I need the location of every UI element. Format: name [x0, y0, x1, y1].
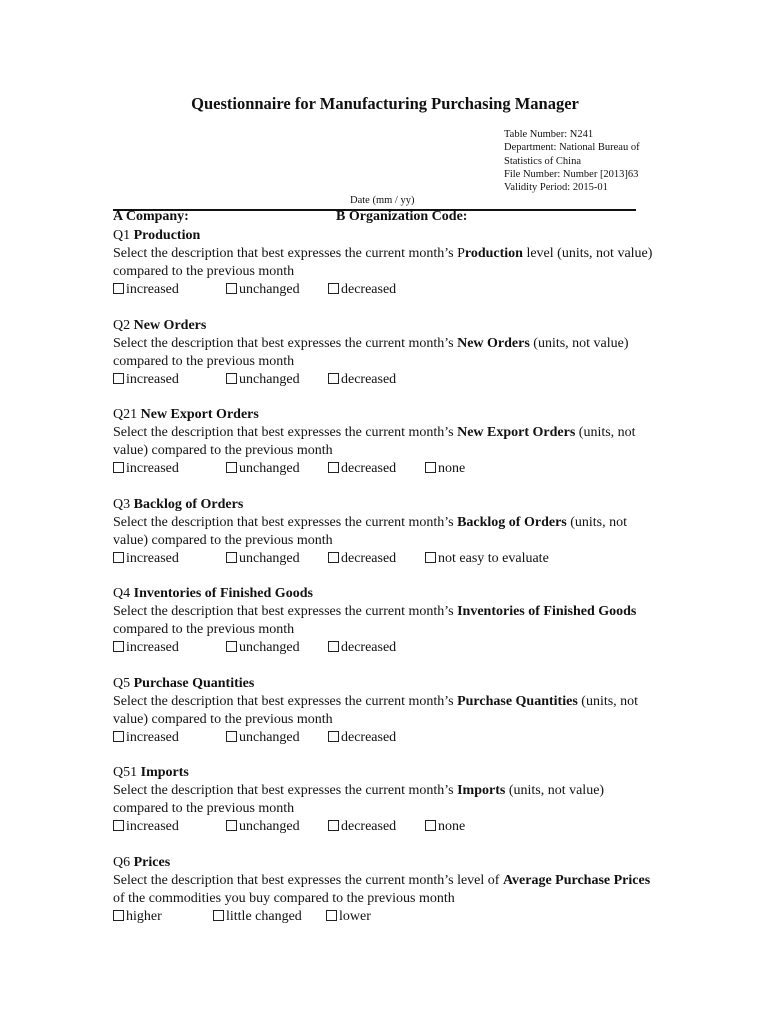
answer-option-label: decreased — [341, 729, 397, 745]
checkbox[interactable] — [213, 910, 224, 921]
question-name: Imports — [140, 765, 189, 780]
question-block — [113, 496, 661, 568]
question-number: Q51 — [113, 765, 141, 780]
question-text-part: Select the description that best expresses the current month’s — [113, 783, 458, 798]
answer-option-label: unchanged — [239, 371, 300, 387]
answer-option[interactable] — [213, 908, 302, 926]
question-text-part: compared to the previous month — [113, 622, 295, 637]
organization-code-label: B Organization Code: — [336, 209, 468, 224]
question-text — [113, 335, 661, 371]
answer-option[interactable] — [328, 281, 396, 299]
answer-option[interactable] — [226, 281, 300, 299]
answer-option-label: unchanged — [239, 819, 300, 834]
question-text-emphasis: New Export Orders — [457, 425, 576, 440]
answer-option-label: decreased — [341, 640, 397, 655]
question-text-part: Select the description that best expresses the current month’s — [113, 693, 458, 709]
checkbox[interactable] — [226, 552, 237, 563]
answer-option[interactable] — [328, 371, 396, 389]
answer-option-label: decreased — [341, 461, 397, 476]
checkbox[interactable] — [326, 910, 337, 921]
checkbox[interactable] — [113, 283, 124, 294]
answer-option[interactable] — [226, 729, 300, 747]
answer-option-label: unchanged — [239, 461, 300, 476]
checkbox[interactable] — [226, 641, 237, 652]
answer-option[interactable] — [328, 639, 396, 657]
question-text-part: (units, not value) compared to the previous month — [113, 514, 628, 548]
answer-option[interactable] — [113, 729, 179, 747]
answer-option[interactable] — [113, 908, 162, 926]
question-block — [113, 675, 661, 747]
answer-option-label: not easy to evaluate — [438, 550, 549, 566]
department: Department: National Bureau of Statistics of China — [504, 142, 640, 167]
answer-option[interactable] — [425, 550, 549, 568]
question-block — [113, 227, 661, 299]
answer-option[interactable] — [226, 639, 300, 657]
question-number: Q21 — [113, 407, 141, 422]
checkbox[interactable] — [328, 731, 339, 742]
question-number: Q3 — [113, 496, 134, 512]
question-text — [113, 245, 661, 281]
checkbox[interactable] — [425, 552, 436, 563]
checkbox[interactable] — [113, 373, 124, 384]
answer-option-label: decreased — [341, 371, 397, 387]
question-text-part: Select the description that best expresses the current month’s — [113, 514, 458, 530]
answer-option-label: little changed — [226, 908, 302, 924]
question-text — [113, 693, 661, 729]
answer-option[interactable] — [425, 460, 465, 478]
question-text-emphasis: Inventories of Finished Goods — [457, 604, 637, 619]
question-heading — [113, 227, 661, 245]
answer-option[interactable] — [113, 639, 179, 657]
question-name: Backlog of Orders — [133, 496, 244, 512]
question-heading — [113, 675, 661, 693]
checkbox[interactable] — [328, 820, 339, 831]
checkbox[interactable] — [226, 373, 237, 384]
answer-option[interactable] — [113, 460, 179, 478]
question-heading — [113, 764, 661, 782]
answer-option[interactable] — [328, 818, 396, 836]
question-text — [113, 603, 661, 639]
checkbox[interactable] — [226, 283, 237, 294]
answer-options — [113, 460, 661, 478]
answer-options — [113, 639, 661, 657]
answer-option-label: unchanged — [239, 640, 300, 655]
question-name: New Export Orders — [140, 407, 259, 422]
checkbox[interactable] — [226, 462, 237, 473]
checkbox[interactable] — [113, 910, 124, 921]
question-block — [113, 406, 661, 478]
question-number: Q2 — [113, 317, 134, 333]
answer-option-label: none — [438, 819, 466, 834]
checkbox[interactable] — [425, 820, 436, 831]
question-text-emphasis: New Orders — [457, 335, 530, 351]
checkbox[interactable] — [113, 641, 124, 652]
table-number: Table Number: N241 — [504, 129, 594, 140]
answer-option-label: increased — [126, 461, 179, 476]
answer-option[interactable] — [113, 371, 179, 389]
validity-period: Validity Period: 2015-01 — [504, 182, 608, 194]
question-heading — [113, 496, 661, 514]
question-text-emphasis: Purchase Quantities — [457, 693, 578, 709]
question-block — [113, 764, 661, 836]
question-text-part: of the commodities you buy compared to the previous month — [113, 890, 455, 906]
question-number: Q6 — [113, 854, 134, 870]
answer-options — [113, 371, 661, 389]
question-block — [113, 854, 661, 926]
answer-options — [113, 281, 661, 299]
question-text-part: Select the description that best expresses the current month’s — [113, 604, 458, 619]
answer-option-label: increased — [126, 371, 179, 387]
answer-option-label: decreased — [341, 550, 397, 566]
question-heading — [113, 406, 661, 424]
answer-options — [113, 729, 661, 747]
answer-option-label: increased — [126, 729, 179, 745]
question-number: Q5 — [113, 675, 134, 691]
question-text-emphasis: Average Purchase Prices — [502, 872, 651, 888]
company-label: A Company: — [113, 209, 189, 224]
question-number: Q4 — [113, 586, 134, 601]
answer-option-label: increased — [126, 819, 179, 834]
question-heading — [113, 585, 661, 603]
checkbox[interactable] — [328, 641, 339, 652]
question-text-part: (units, not value) compared to the previous month — [113, 425, 636, 458]
answer-option-label: lower — [339, 908, 371, 924]
question-text — [113, 782, 661, 818]
question-text-part: Select the description that best expresses the current month’s — [113, 425, 458, 440]
question-name: Inventories of Finished Goods — [133, 586, 313, 601]
answer-option-label: decreased — [341, 819, 397, 834]
question-text — [113, 424, 661, 460]
answer-option[interactable] — [328, 550, 396, 568]
page-title: Questionnaire for Manufacturing Purchasing Manager — [191, 94, 579, 113]
question-name: Production — [133, 228, 201, 243]
answer-options — [113, 550, 661, 568]
file-number: File Number: Number [2013]63 — [504, 168, 639, 180]
answer-option[interactable] — [326, 908, 371, 926]
question-text-part: (units, not value) compared to the previous month — [113, 693, 639, 727]
answer-option-label: higher — [126, 908, 162, 924]
question-name: Prices — [133, 854, 171, 870]
checkbox[interactable] — [328, 462, 339, 473]
question-heading — [113, 317, 661, 335]
question-number: Q1 — [113, 228, 134, 243]
checkbox[interactable] — [113, 462, 124, 473]
question-list — [113, 227, 661, 943]
answer-options — [113, 818, 661, 836]
answer-option[interactable] — [226, 371, 300, 389]
question-text-part: level (units, not value) compared to the previous month — [113, 246, 653, 279]
question-text-part: Select the description that best expresses the current month’s level of — [113, 872, 503, 888]
answer-option[interactable] — [113, 281, 179, 299]
checkbox[interactable] — [113, 552, 124, 563]
checkbox[interactable] — [328, 373, 339, 384]
answer-option[interactable] — [113, 818, 179, 836]
answer-option-label: unchanged — [239, 550, 300, 566]
answer-options — [113, 908, 661, 926]
answer-option[interactable] — [226, 550, 300, 568]
answer-option[interactable] — [425, 818, 465, 836]
answer-option[interactable] — [226, 818, 300, 836]
question-name: New Orders — [133, 317, 207, 333]
checkbox[interactable] — [226, 820, 237, 831]
question-text-part: (units, not value) compared to the previous month — [113, 335, 629, 369]
question-text-emphasis: roduction — [464, 246, 523, 261]
answer-option[interactable] — [328, 729, 396, 747]
checkbox[interactable] — [328, 552, 339, 563]
question-text-part: (units, not value) compared to the previous month — [113, 783, 605, 816]
answer-option[interactable] — [328, 460, 396, 478]
answer-option-label: increased — [126, 550, 179, 566]
answer-option-label: none — [438, 461, 466, 476]
answer-option-label: unchanged — [239, 729, 300, 745]
answer-option[interactable] — [113, 550, 179, 568]
question-text-emphasis: Backlog of Orders — [457, 514, 567, 530]
question-text-part: Select the description that best expresses the current month’s P — [113, 246, 465, 261]
checkbox[interactable] — [328, 283, 339, 294]
answer-option-label: unchanged — [239, 282, 300, 297]
question-text — [113, 872, 661, 908]
question-text-emphasis: Imports — [457, 783, 506, 798]
question-heading — [113, 854, 661, 872]
date-label: Date (mm / yy) — [350, 195, 415, 206]
answer-option-label: increased — [126, 282, 179, 297]
answer-option-label: decreased — [341, 282, 397, 297]
question-text-part: Select the description that best expresses the current month’s — [113, 335, 458, 351]
form-metadata — [504, 128, 664, 194]
question-block — [113, 585, 661, 657]
answer-option[interactable] — [226, 460, 300, 478]
question-text — [113, 514, 661, 550]
answer-option-label: increased — [126, 640, 179, 655]
question-block — [113, 317, 661, 389]
checkbox[interactable] — [113, 731, 124, 742]
question-name: Purchase Quantities — [133, 675, 255, 691]
checkbox[interactable] — [226, 731, 237, 742]
checkbox[interactable] — [113, 820, 124, 831]
checkbox[interactable] — [425, 462, 436, 473]
